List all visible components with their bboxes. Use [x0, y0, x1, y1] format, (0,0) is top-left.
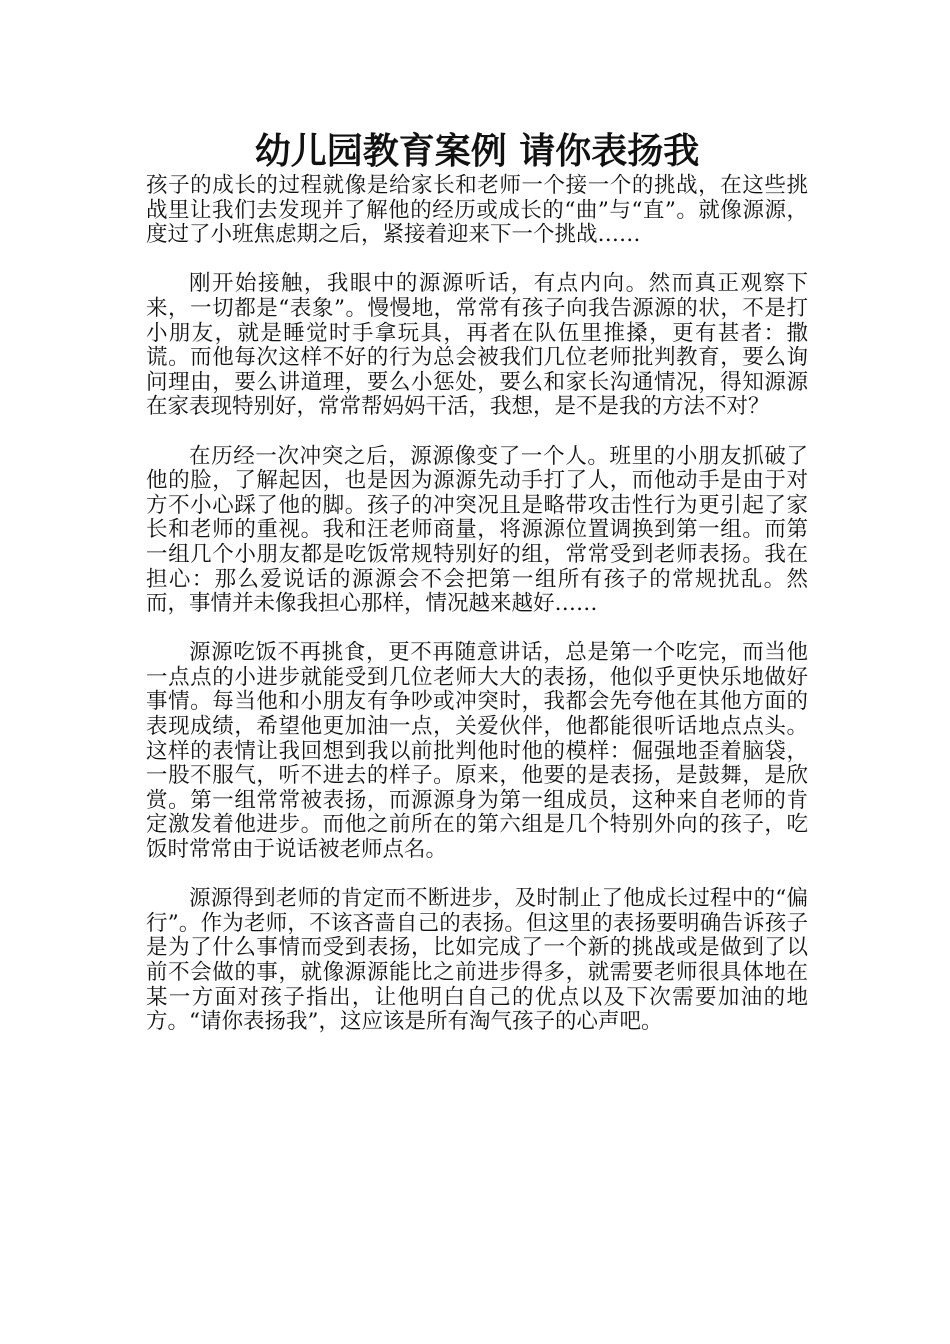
paragraph-intro: 孩子的成长的过程就像是给家长和老师一个接一个的挑战，在这些挑战里让我们去发现并了解他的经历或成长的“曲”与“直”。就像源源，度过了小班焦虑期之后，紧接着迎来下一个挑战…… [146, 173, 808, 248]
paragraph-conclusion: 源源得到老师的肯定而不断进步，及时制止了他成长过程中的“偏行”。作为老师，不该吝啬自己的表扬。但这里的表扬要明确告诉孩子是为了什么事情而受到表扬，比如完成了一个新的挑战或是做到了以前不会做的事，就像源源能比之前进步得多，就需要老师很具体地在某一方面对孩子指出，让他明白自己的优点以及下次需要加油的地方。“请你表扬我”，这应该是所有淘气孩子的心声吧。 [146, 886, 808, 1035]
paragraph-progress: 源源吃饭不再挑食，更不再随意讲话，总是第一个吃完，而当他一点点的小进步就能受到几位老师大大的表扬，他似乎更快乐地做好事情。每当他和小朋友有争吵或冲突时，我都会先夸他在其他方面的表现成绩，希望他更加油一点，关爱伙伴，他都能很听话地点点头。这样的表情让我回想到我以前批判他时他的模样：倔强地歪着脑袋，一股不服气，听不进去的样子。原来，他要的是表扬，是鼓舞，是欣赏。第一组常常被表扬，而源源身为第一组成员，这种来自老师的肯定激发着他进步。而他之前所在的第六组是几个特别外向的孩子，吃饭时常常由于说话被老师点名。 [146, 640, 808, 863]
paragraph-conflict: 在历经一次冲突之后，源源像变了一个人。班里的小朋友抓破了他的脸，了解起因，也是因为源源先动手打了人，而他动手是由于对方不小心踩了他的脚。孩子的冲突况且是略带攻击性行为更引起了家长和老师的重视。我和汪老师商量，将源源位置调换到第一组。而第一组几个小朋友都是吃饭常规特别好的组，常常受到老师表扬。我在担心：那么爱说话的源源会不会把第一组所有孩子的常规扰乱。然而，事情并未像我担心那样，情况越来越好…… [146, 443, 808, 617]
paragraph-first-contact: 刚开始接触，我眼中的源源听话，有点内向。然而真正观察下来，一切都是“表象”。慢慢地，常常有孩子向我告源源的状，不是打小朋友，就是睡觉时手拿玩具，再者在队伍里推搡，更有甚者：撒谎。而他每次这样不好的行为总会被我们几位老师批判教育，要么询问理由，要么讲道理，要么小惩处，要么和家长沟通情况，得知源源在家表现特别好，常常帮妈妈干活，我想，是不是我的方法不对？ [146, 271, 808, 420]
document-title: 幼儿园教育案例 请你表扬我 [254, 131, 700, 172]
document-page [146, 130, 808, 1035]
